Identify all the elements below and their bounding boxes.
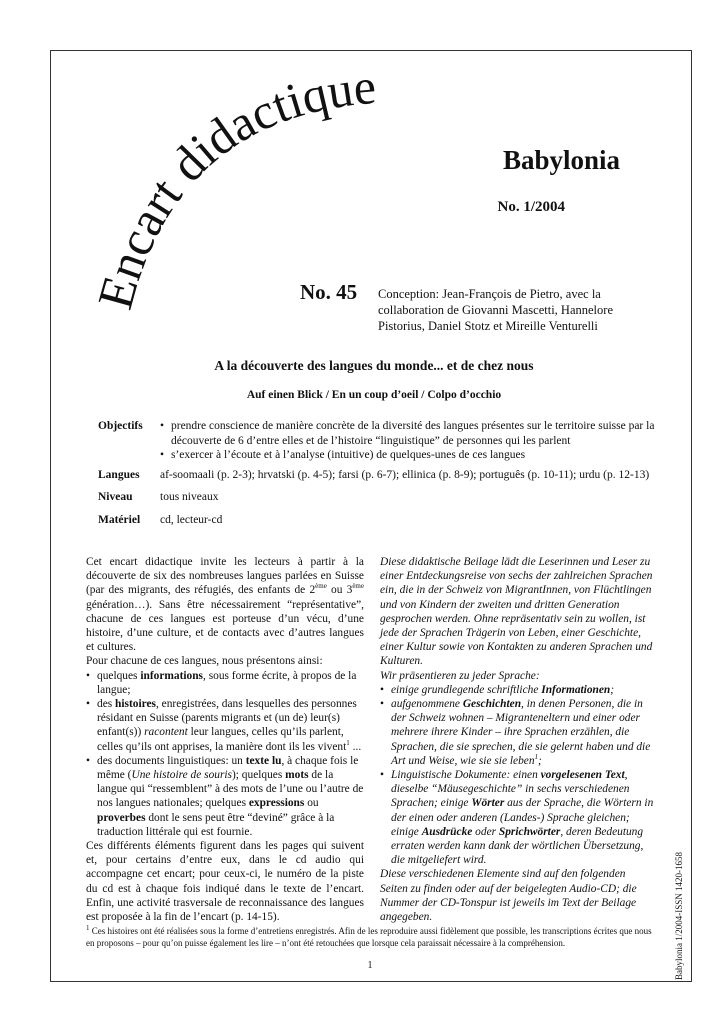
- materiel-label: Matériel: [98, 514, 141, 526]
- page-title: A la découverte des langues du monde... et de chez nous: [214, 358, 534, 373]
- list-item: • Linguistische Dokumente: einen vorgelesenen Text, dieselbe “Mäusegeschichte” in sechs verschiedenen Sprachen; einige Wörter aus der Sprache, die Wörtern in der einen oder anderen (Landes-) Sprache gleichen; einige Ausdrücke oder Sprichwörter, deren Bedeutung erraten werden kann dank der wörtlichen Übersetzung, die mitgeliefert wird.: [380, 768, 656, 867]
- arc-title-text: Encart didactique: [86, 62, 379, 315]
- list-item: • quelques informations, sous forme écrite, à propos de la langue;: [86, 669, 364, 697]
- list-item: • des documents linguistiques: un texte lu, à chaque fois le même (Une histoire de souris); quelques mots de la langue qui “ressemblent” à des mots de l’une ou l’autre de nos langues nationales; quelques expressions ou proverbes dont le sens peut être “deviné” grâce à la traduction littérale qui est fournie.: [86, 754, 364, 839]
- langues-label: Langues: [98, 469, 140, 481]
- arc-title-graphic: [60, 62, 420, 322]
- page-number: 1: [367, 960, 373, 971]
- encart-number: No. 45: [300, 280, 358, 304]
- footnote: $^1$ Ces histoires ont été réalisées sous la forme d’entretiens enregistrés. Afin de les reproduire aussi fidèlement que possible, les transcriptions écrites que nous en proposons – pour qu’on puisse également les lire – n’ont été retouchées que lorsque cela paraissait nécessaire à la compréhension.: [86, 924, 652, 948]
- french-column: [86, 555, 364, 924]
- langues-value: af-soomaali (p. 2-3); hrvatski (p. 4-5); farsi (p. 6-7); ellinica (p. 8-9); português (p. 10-11); urdu (p. 12-13): [160, 469, 650, 481]
- niveau-value: tous niveaux: [160, 491, 219, 503]
- de-intro: Diese didaktische Beilage lädt die Leserinnen und Leser zu einer Entdeckungsreise von sechs der zahlreichen Sprachen ein, die in der Schweiz von MigrantInnen, von Flüchtlingen und von Kindern der zweiten und dritten Generation gesprochen werden. Ohne repräsentativ sein zu wollen, ist jede der Sprachen Trägerin von Leben, einer Geschichte, einer Kultur sowie von Kontakten zu anderen Sprachen und Kulturen.: [380, 556, 653, 668]
- page-subtitle: Auf einen Blick / En un coup d’oeil / Colpo d’occhio: [246, 389, 502, 401]
- de-outro: Diese verschiedenen Elemente sind auf den folgenden Seiten zu finden oder auf der beigelegten Audio-CD; die Nummer der CD-Tonspur ist jeweils im Text der Beilage angegeben.: [380, 868, 637, 924]
- de-list: [380, 683, 656, 868]
- german-column: [380, 555, 656, 924]
- issue-number: No. 1/2004: [497, 199, 565, 215]
- fr-outro: Ces différents éléments figurent dans les pages qui suivent et, pour certains d’entre eux, dans le cd audio qui accompagne cet encart; pour ceux-ci, le numéro de la piste du cd est à chaque fois indiqué dans le texte de l’encart. Enfin, une activité trasversale de reconnaissance des langues est proposée à la fin de l’encart (p. 14-15).: [86, 840, 364, 924]
- objectifs-label: Objectifs: [98, 420, 143, 432]
- fr-present: Pour chacune de ces langues, nous présentons ainsi:: [86, 655, 323, 668]
- de-present: Wir präsentieren zu jeder Sprache:: [380, 669, 540, 682]
- footnote-ref: 1: [346, 738, 350, 747]
- svg-text:Encart didactique: [86, 62, 378, 315]
- fr-list: [86, 669, 364, 839]
- footnote-ref: 1: [534, 753, 539, 762]
- materiel-value: cd, lecteur-cd: [160, 514, 223, 526]
- footnote-number: 1: [86, 924, 90, 932]
- objectif-item: • prendre conscience de manière concrète de la diversité des langues présentes sur le territoire suisse par la découverte de 6 d’entre elles et de l’histoire “linguistique” de personnes qui les parlent: [160, 419, 678, 448]
- conception-credits: Conception: Jean-François de Pietro, avec la collaboration de Giovanni Mascetti, Hannelore Pistorius, Daniel Stotz et Mireille Venturelli: [378, 287, 613, 333]
- objectif-item: • s’exercer à l’écoute et à l’analyse (intuitive) de quelques-unes de ces langues: [160, 448, 678, 463]
- list-item: • des histoires, enregistrées, dans lesquelles des personnes résidant en Suisse (parents migrants et (un de) leur(s) enfant(s)) racontent leur langues, celles qu’ils parlent, celles qu’ils ont apprises, la manière dont ils les vivent$^1$ ...: [86, 697, 364, 754]
- list-item: • einige grundlegende schriftliche Informationen;: [380, 683, 656, 697]
- journal-name: Babylonia: [502, 145, 620, 175]
- list-item: • aufgenommene Geschichten, in denen Personen, die in der Schweiz wohnen – Migranteneltern und einer oder mehrere ihrere Kinder – ihre Sprachen erzählen, die Sprachen, die sie sprechen, die sie gelernt haben und die Art und Weise, wie sie sie leben$^1$;: [380, 697, 656, 768]
- fr-intro: Cet encart didactique invite les lecteurs à partir à la découverte de six des nombreuses langues parlées en Suisse (par des migrants, des réfugiés, des enfants de 2ème ou 3ème génération…). Sans être nécessairement “représentative”, chacune de ces langues est porteuse d’un vécu, d’une histoire, d’une culture, et de contacts avec d’autres langues et cultures.: [86, 556, 364, 654]
- niveau-label: Niveau: [98, 491, 133, 503]
- side-citation: Babylonia 1/2004-ISSN 1420-1658: [674, 852, 684, 980]
